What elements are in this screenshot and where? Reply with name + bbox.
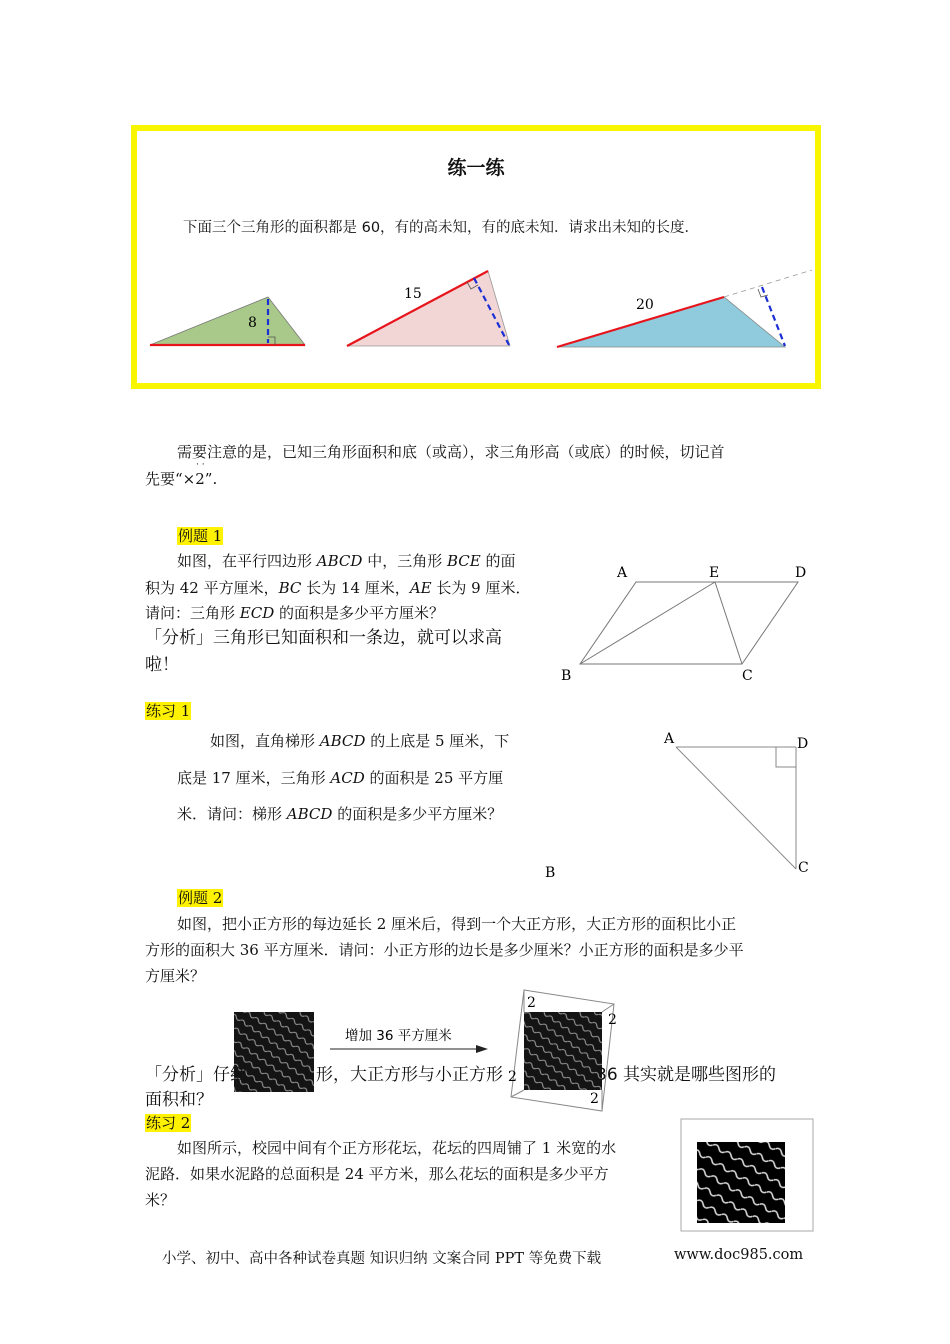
example-1-line-3-a: 请问：三角形 — [145, 604, 240, 622]
example-2-analysis-line-2: 面积和？ — [145, 1090, 213, 1110]
exercise-2-tag — [145, 1110, 191, 1137]
trap-point-d-label: D — [797, 736, 809, 752]
example-1-tag — [177, 523, 223, 550]
footer-left: 小学、初中、高中各种试卷真题 知识归纳 文案合同 PPT 等免费下载 — [162, 1251, 602, 1267]
exercise-1-line-3-a: 米．请问：梯形 — [177, 805, 287, 823]
point-e-label: E — [709, 565, 720, 581]
example-2-tag-text: 例题 2 — [178, 889, 223, 907]
segment-be — [580, 582, 715, 664]
exercise-1-line-2-a: 底是 17 厘米，三角形 — [177, 769, 331, 787]
trap-point-b-label: B — [545, 865, 556, 881]
example-2-analysis-a: 「分析」仔细 — [145, 1065, 247, 1085]
example-1-line-2 — [145, 575, 530, 602]
trap-point-a-label: A — [664, 731, 675, 747]
trapezoid-figure — [540, 725, 820, 890]
exercise-1-line-2-var: ACD — [330, 769, 365, 787]
practice-title: 练一练 — [447, 157, 505, 179]
triangle-3-extension — [724, 270, 812, 297]
triangle-1-label: 8 — [248, 315, 257, 331]
triangle-2 — [347, 271, 510, 346]
example-2-analysis-b: 形，大正方形与小正方形 — [316, 1065, 503, 1085]
exercise-1-line-1-b: 的上底是 5 厘米，下 — [365, 732, 510, 750]
point-a-label: A — [617, 565, 628, 581]
triangle-2-label: 15 — [404, 286, 422, 302]
point-c-label: C — [742, 668, 753, 684]
exercise-1-tag — [145, 698, 191, 725]
exercise-2-tag-text: 练习 2 — [146, 1114, 191, 1132]
right-angle-d — [776, 747, 796, 767]
example-1-line-2-b: 长为 14 厘米， — [301, 579, 410, 597]
triangle-3 — [557, 297, 785, 347]
segment-ec — [715, 582, 742, 664]
emphasis-dots: · · — [196, 460, 205, 470]
arrow-label: 增加 36 平方厘米 — [345, 1028, 452, 1044]
exercise-2-line-1: 如图所示，校园中间有个正方形花坛，花坛的四周铺了 1 米宽的水 — [177, 1139, 617, 1157]
parallelogram-abcd — [580, 582, 798, 664]
example-2-line-3: 方厘米？ — [145, 967, 206, 985]
example-2-analysis-c: 36 其实就是哪些图形的 — [596, 1065, 777, 1085]
trap-point-c-label: C — [798, 860, 809, 876]
example-1-line-1-var-1: ABCD — [316, 552, 363, 570]
example-1-line-3-b: 的面积是多少平方厘米？ — [274, 604, 445, 622]
example-2-line-2: 方形的面积大 36 平方厘米．请问：小正方形的边长是多少厘米？小正方形的面积是多少平 — [145, 941, 744, 959]
exercise-1-line-1 — [210, 728, 509, 755]
example-1-line-1 — [177, 548, 515, 575]
triangles-figure — [0, 0, 950, 400]
ext-label-top-left: 2 — [527, 995, 536, 1011]
parallelogram-figure — [560, 560, 820, 690]
ext-label-bottom-right: 2 — [590, 1091, 599, 1107]
example-1-line-2-a: 积为 42 平方厘米， — [145, 579, 279, 597]
exercise-1-tag-text: 练习 1 — [146, 702, 191, 720]
triangle-3-label: 20 — [636, 297, 654, 313]
practice-text: 下面三个三角形的面积都是 60，有的高未知，有的底未知．请求出未知的长度． — [183, 220, 700, 236]
exercise-1-line-3 — [177, 801, 502, 828]
example-1-line-3-var: ECD — [239, 604, 275, 622]
example-2-tag — [177, 885, 223, 912]
inner-small-square — [524, 1012, 602, 1090]
note-line-2: 先要“×2”. — [145, 470, 218, 488]
example-2-line-1: 如图，把小正方形的每边延长 2 厘米后，得到一个大正方形，大正方形的面积比小正 — [177, 915, 737, 933]
note-line-1: 需要注意的是，已知三角形面积和底（或高），求三角形高（或底）的时候，切记首 — [177, 443, 725, 461]
point-d-label: D — [795, 565, 807, 581]
exercise-1-line-3-var: ABCD — [286, 805, 333, 823]
flowerbed — [697, 1142, 785, 1223]
arrow-head — [476, 1045, 488, 1053]
exercise-2-line-3: 米？ — [145, 1191, 176, 1209]
exercise-2-line-2: 泥路．如果水泥路的总面积是 24 平方米，那么花坛的面积是多少平方 — [145, 1165, 609, 1183]
example-1-analysis-line-2: 啦！ — [145, 655, 179, 675]
example-1-line-3 — [145, 600, 444, 627]
exercise-1-line-2 — [177, 765, 503, 792]
example-1-line-2-c: 长为 9 厘米． — [431, 579, 531, 597]
example-1-analysis-line-1: 「分析」三角形已知面积和一条边，就可以求高 — [145, 628, 502, 648]
example-1-line-1-b: 中，三角形 — [362, 552, 447, 570]
exercise-1-line-1-var: ABCD — [319, 732, 366, 750]
exercise-1-line-2-b: 的面积是 25 平方厘 — [364, 769, 504, 787]
example-1-line-1-a: 如图，在平行四边形 — [177, 552, 317, 570]
example-1-tag-text: 例题 1 — [178, 527, 223, 545]
flowerbed-figure — [680, 1118, 815, 1233]
example-1-line-1-var-2: BCE — [446, 552, 481, 570]
ext-label-top-right: 2 — [608, 1012, 617, 1028]
ext-label-bottom-left: 2 — [508, 1069, 517, 1085]
triangle-1 — [150, 297, 305, 345]
exercise-1-line-3-b: 的面积是多少平方厘米？ — [332, 805, 503, 823]
squares-figure — [0, 980, 950, 1120]
example-1-line-2-var-2: AE — [409, 579, 432, 597]
example-1-line-1-c: 的面 — [480, 552, 516, 570]
example-1-line-2-var-1: BC — [278, 579, 302, 597]
point-b-label: B — [561, 668, 572, 684]
footer-right[interactable]: www.doc985.com — [674, 1247, 804, 1263]
segment-ac — [676, 747, 796, 869]
exercise-1-line-1-a: 如图，直角梯形 — [210, 732, 320, 750]
